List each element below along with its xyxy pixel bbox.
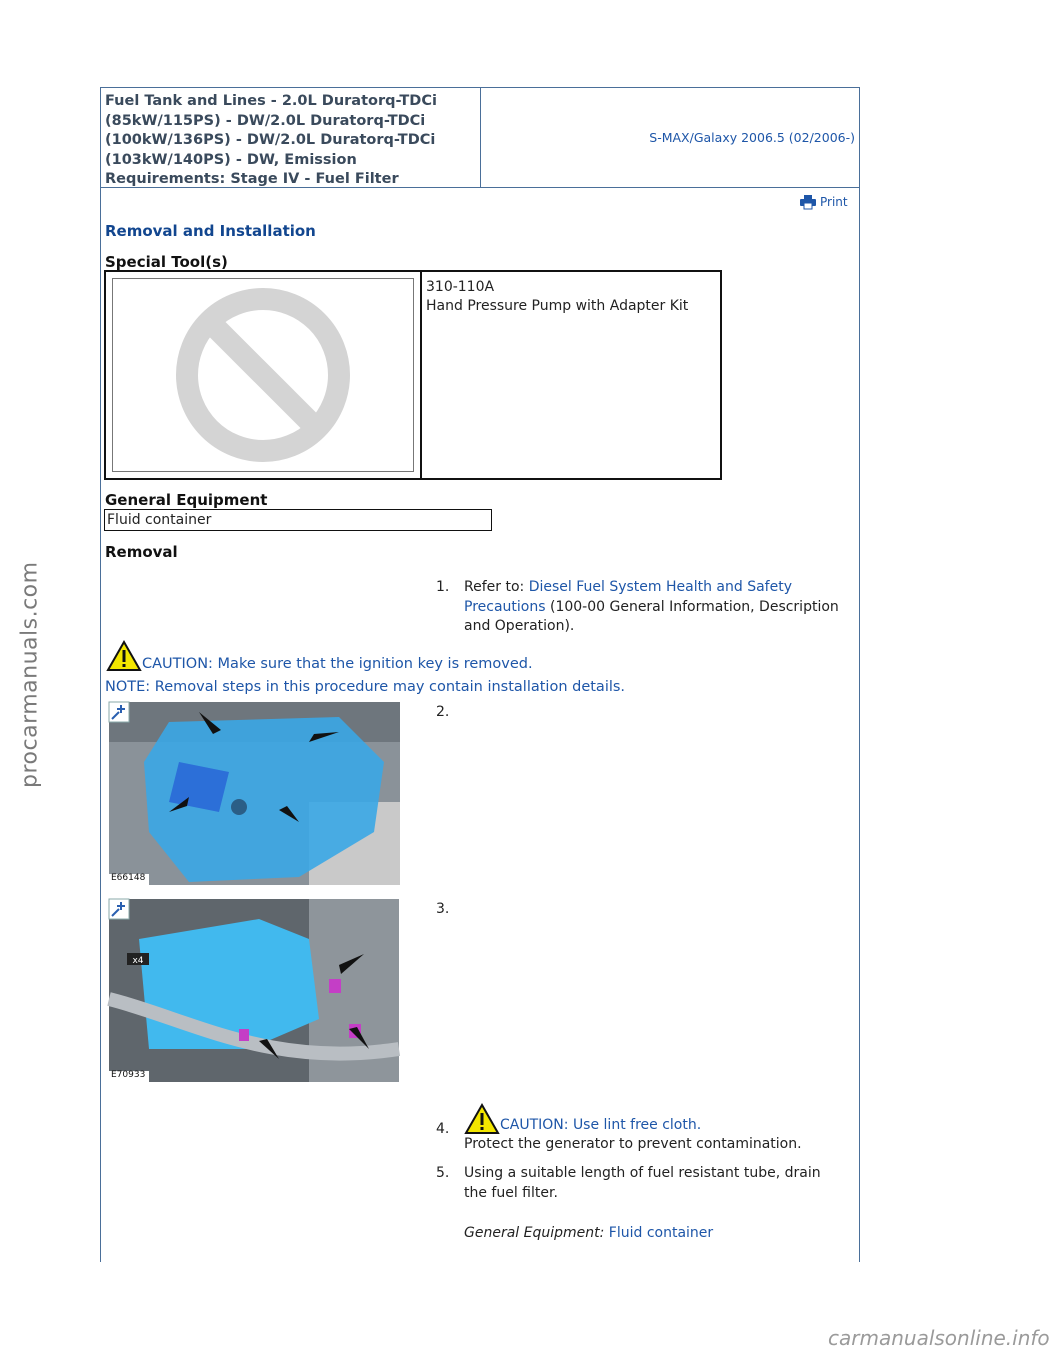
caution-notice [106, 640, 533, 672]
precautions-link[interactable]: Diesel Fuel System Health and Safety Precautions [464, 579, 792, 615]
removal-heading: Removal [105, 543, 178, 561]
tool-name: Hand Pressure Pump with Adapter Kit [426, 298, 689, 314]
fluid-container-link[interactable]: Fluid container [608, 1225, 714, 1241]
no-image-placeholder [112, 278, 414, 472]
step-number: 4. [436, 1121, 450, 1137]
warning-icon [106, 640, 142, 672]
fuel-filter-illustration [109, 899, 399, 1082]
vehicle-label: S-MAX/Galaxy 2006.5 (02/2006-) [649, 130, 855, 145]
refer-prefix: Refer to: [464, 579, 529, 595]
image-code: E70933 [111, 1070, 146, 1080]
note-text: NOTE: Removal steps in this procedure may contain installation details. [105, 679, 626, 695]
equipment-label: General Equipment: [464, 1225, 609, 1241]
printer-icon [800, 195, 816, 209]
print-button[interactable] [800, 195, 848, 209]
step3-photo[interactable] [109, 899, 399, 1082]
engine-cover-illustration [109, 702, 400, 885]
table-edge [491, 509, 492, 515]
caution-text: CAUTION: Use lint free cloth. [500, 1116, 702, 1133]
general-equipment-item: Fluid container [104, 509, 492, 531]
warning-icon [464, 1103, 500, 1135]
step-body [464, 1103, 854, 1155]
document-header [100, 87, 860, 188]
step-text: Protect the generator to prevent contamination. [464, 1136, 802, 1152]
step-text [464, 578, 844, 637]
tool-description [422, 272, 720, 478]
special-tools-table [104, 270, 722, 480]
print-label: Print [820, 195, 848, 209]
prohibited-icon [173, 285, 353, 465]
callout-label: x4 [132, 956, 144, 966]
footer-watermark: carmanualsonline.info [828, 1326, 1050, 1350]
zoom-icon[interactable] [109, 899, 129, 919]
tool-image-cell [106, 272, 422, 478]
step-text: Using a suitable length of fuel resistant tube, drain the fuel filter. [464, 1165, 821, 1201]
special-tools-heading: Special Tool(s) [105, 253, 228, 271]
zoom-icon[interactable] [109, 702, 129, 722]
image-code: E66148 [111, 873, 146, 883]
caution-text: CAUTION: Make sure that the ignition key is removed. [142, 656, 533, 672]
step-caution [464, 1103, 854, 1135]
side-watermark: procarmanuals.com [17, 561, 43, 789]
step-1 [436, 578, 846, 640]
refer-suffix: (100-00 General Information, Description and Operation). [464, 598, 839, 634]
tool-number: 310-110A [426, 279, 495, 295]
step-number: 2. [436, 704, 450, 720]
document-title: Fuel Tank and Lines - 2.0L Duratorq-TDCi (85kW/115PS) - DW/2.0L Duratorq-TDCi (100kW/136PS) - DW/2.0L Duratorq-TDCi (103kW/140PS) - DW, Emission Requirements: Stage IV - Fuel Filter [101, 88, 481, 187]
section-heading: Removal and Installation [105, 222, 316, 240]
step2-photo[interactable] [109, 702, 400, 885]
step-number: 1. [436, 579, 450, 595]
step-4 [436, 1103, 846, 1159]
step-number: 3. [436, 901, 450, 917]
step-5 [436, 1164, 846, 1254]
step-equipment [464, 1224, 834, 1244]
step-number: 5. [436, 1165, 450, 1181]
general-equipment-heading: General Equipment [105, 491, 268, 509]
